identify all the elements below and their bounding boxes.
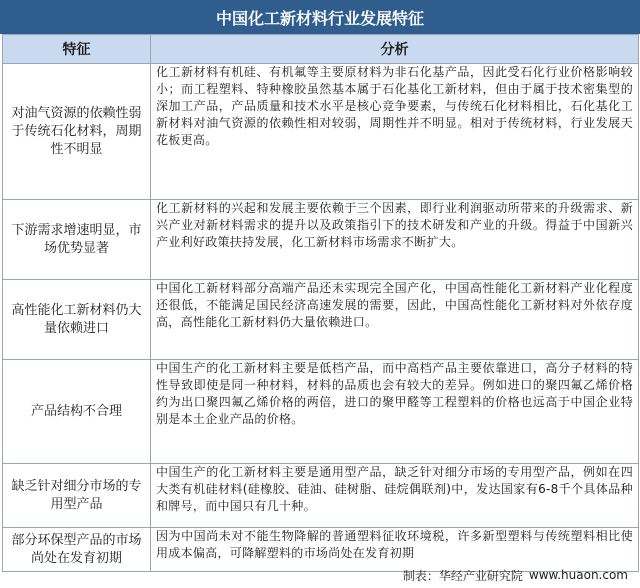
table-row: [3, 360, 639, 464]
source-credit: 制表：华经产业研究院: [402, 568, 523, 583]
source-url[interactable]: www.huaon.com: [528, 568, 628, 582]
table-row: [3, 64, 639, 200]
table-row: [3, 464, 639, 528]
feature-table: [2, 34, 639, 572]
table-header-row: [3, 35, 639, 64]
page-title: 中国化工新材料行业发展特征: [0, 0, 640, 34]
footer: [0, 562, 640, 588]
feature-cell: 产品结构不合理: [3, 360, 151, 464]
analysis-cell: 中国生产的化工新材料主要是低档产品，而中高档产品主要依靠进口，高分子材料的特性导致即使是同一种材料，材料的品质也会有较大的差异。例如进口的聚四氟乙烯价格约为出口聚四氟乙烯价格的两倍，进口的聚甲醛等工程塑料的价格也远高于中国企业特别是本土企业产品的价格。: [151, 360, 639, 464]
analysis-cell: 中国化工新材料部分高端产品还未实现完全国产化，中国高性能化工新材料产业化程度还很低，不能满足国民经济高速发展的需要，因此，中国高性能化工新材料对外依存度高，高性能化工新材料仍大量依赖进口。: [151, 280, 639, 360]
table-row: [3, 280, 639, 360]
table-row: [3, 200, 639, 280]
feature-cell: 高性能化工新材料仍大量依赖进口: [3, 280, 151, 360]
feature-cell: 部分环保型产品的市场尚处在发育初期: [3, 528, 151, 572]
header-feature: 特征: [3, 35, 151, 64]
analysis-cell: 化工新材料的兴起和发展主要依赖于三个因素，即行业利润驱动所带来的升级需求、新兴产业对新材料需求的提升以及政策指引下的技术研发和产业的升级。得益于中国新兴产业利好政策扶持发展，化工新材料市场需求不断扩大。: [151, 200, 639, 280]
feature-cell: 下游需求增速明显，市场优势显著: [3, 200, 151, 280]
feature-cell: 对油气资源的依赖性弱于传统石化材料，周期性不明显: [3, 64, 151, 200]
header-analysis: 分析: [151, 35, 639, 64]
analysis-cell: 中国生产的化工新材料主要是通用型产品，缺乏针对细分市场的专用型产品，例如在四大类有机硅材料(硅橡胶、硅油、硅树脂、硅烷偶联剂)中，发达国家有6-8千个具体品种和牌号，而中国只有几十种。: [151, 464, 639, 528]
analysis-cell: 化工新材料有机硅、有机氟等主要原材料为非石化基产品，因此受石化行业价格影响较小；而工程塑料、特种橡胶虽然基本属于石化基化工新材料，但由于属于技术密集型的深加工产品，产品质量和技术水平是核心竞争要素，与传统石化材料相比，石化基化工新材料对油气资源的依赖性相对较弱，周期性并不明显。相对于传统材料，行业发展天花板更高。: [151, 64, 639, 200]
analysis-cell: 因为中国尚未对不能生物降解的普通塑料征收环境税，许多新型塑料与传统塑料相比使用成本偏高，可降解塑料的市场尚处在发育初期: [151, 528, 639, 572]
feature-cell: 缺乏针对细分市场的专用型产品: [3, 464, 151, 528]
